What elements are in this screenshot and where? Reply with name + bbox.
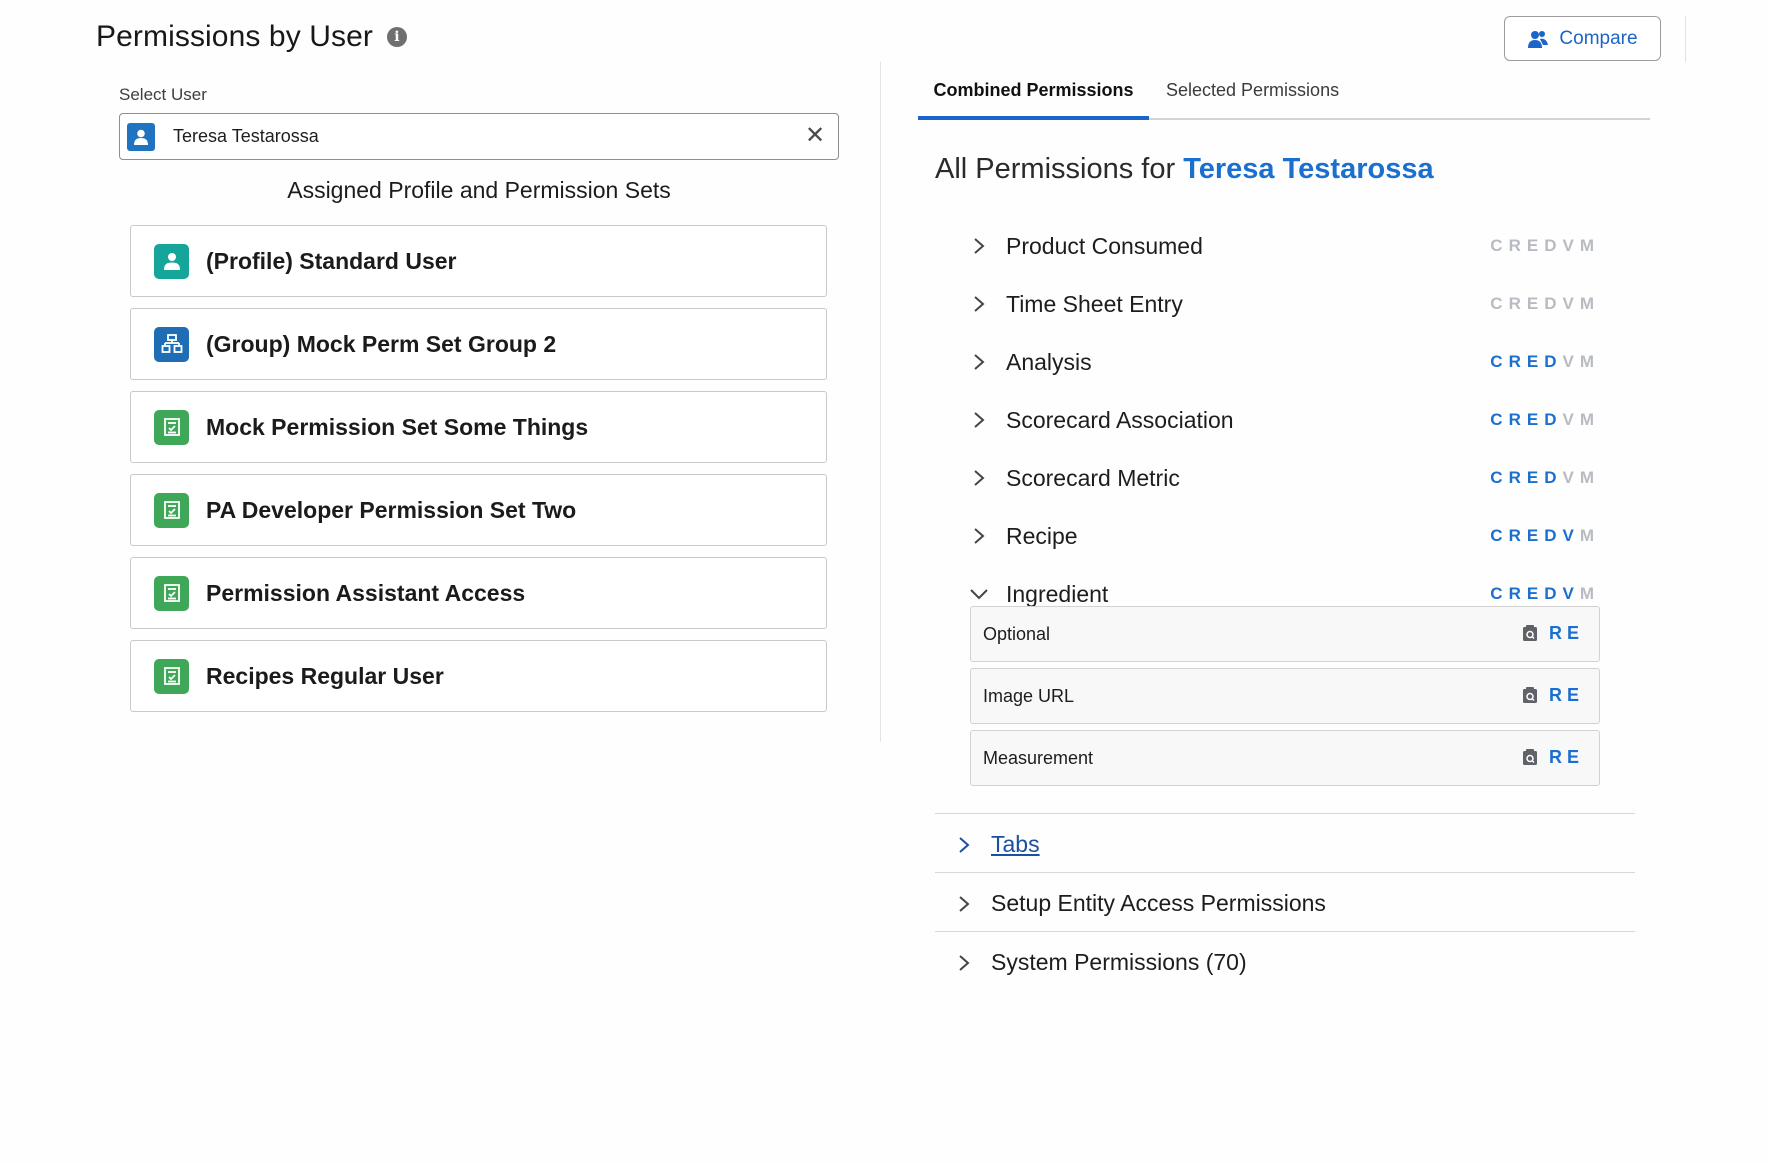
assigned-item-group[interactable] <box>130 308 827 380</box>
section-name: System Permissions (70) <box>991 949 1247 975</box>
assigned-item-permission-set[interactable] <box>130 557 827 629</box>
permission-set-icon <box>154 410 189 445</box>
field-name: Optional <box>983 623 1051 644</box>
perm-letter: C <box>1490 410 1509 429</box>
section-row[interactable] <box>935 872 1635 934</box>
clipboard-search-icon[interactable] <box>1521 686 1539 709</box>
info-icon[interactable]: i <box>387 27 407 47</box>
tab-selected-permissions[interactable]: Selected Permissions <box>1166 80 1340 100</box>
all-permissions-prefix: All Permissions for <box>935 153 1176 185</box>
perm-letter: E <box>1526 468 1545 487</box>
chevron-right-icon[interactable] <box>953 893 975 915</box>
all-permissions-heading <box>935 153 1434 186</box>
crud-indicator <box>1490 584 1600 604</box>
perm-letter: D <box>1544 410 1563 429</box>
assigned-item-label: (Group) Mock Perm Set Group 2 <box>206 330 557 357</box>
crud-indicator <box>1490 410 1600 430</box>
section-row[interactable] <box>935 931 1635 993</box>
perm-letter: R <box>1508 584 1527 603</box>
field-row <box>970 668 1600 724</box>
compare-button[interactable] <box>1504 16 1661 61</box>
perm-letter: E <box>1526 352 1545 371</box>
column-divider <box>880 62 881 742</box>
clipboard-search-icon[interactable] <box>1521 624 1539 647</box>
field-permission: RE <box>1548 685 1584 705</box>
user-avatar-icon <box>127 123 155 151</box>
perm-letter: D <box>1544 352 1563 371</box>
user-select-input[interactable] <box>119 113 839 160</box>
object-row[interactable] <box>968 226 1600 266</box>
chevron-right-icon[interactable] <box>968 351 990 373</box>
permission-set-icon <box>154 493 189 528</box>
perm-letter: C <box>1490 236 1509 255</box>
perm-letter: R <box>1508 236 1527 255</box>
assigned-item-label: Permission Assistant Access <box>206 579 526 606</box>
perm-letter: C <box>1490 468 1509 487</box>
perm-letter: V <box>1562 584 1580 603</box>
perm-letter: E <box>1526 236 1545 255</box>
perm-letter: E <box>1526 410 1545 429</box>
perm-letter: R <box>1508 526 1527 545</box>
object-row[interactable] <box>968 400 1600 440</box>
perm-letter: R <box>1508 468 1527 487</box>
perm-letter: C <box>1490 584 1509 603</box>
users-icon <box>1527 29 1549 49</box>
assigned-item-permission-set[interactable] <box>130 640 827 712</box>
chevron-right-icon[interactable] <box>968 293 990 315</box>
perm-letter: M <box>1579 526 1600 545</box>
permission-set-icon <box>154 659 189 694</box>
perm-letter: V <box>1562 236 1580 255</box>
object-name: Scorecard Metric <box>1006 464 1180 491</box>
field-name: Image URL <box>983 685 1075 706</box>
field-name: Measurement <box>983 747 1094 768</box>
permission-tabs <box>918 78 1650 120</box>
perm-letter: M <box>1579 294 1600 313</box>
divider <box>1685 16 1686 62</box>
select-user-label: Select User <box>119 85 207 104</box>
perm-letter: V <box>1562 526 1580 545</box>
profile-icon <box>154 244 189 279</box>
object-name: Recipe <box>1006 522 1078 549</box>
object-row[interactable] <box>968 284 1600 324</box>
assigned-item-label: (Profile) Standard User <box>206 247 457 274</box>
page-header <box>96 20 407 54</box>
chevron-right-icon[interactable] <box>968 235 990 257</box>
field-permission: RE <box>1548 623 1584 643</box>
object-row[interactable] <box>968 342 1600 382</box>
perm-letter: D <box>1544 526 1563 545</box>
assigned-item-permission-set[interactable] <box>130 474 827 546</box>
perm-letter: R <box>1508 294 1527 313</box>
all-permissions-user: Teresa Testarossa <box>1183 153 1434 185</box>
chevron-right-icon[interactable] <box>968 525 990 547</box>
assigned-item-permission-set[interactable] <box>130 391 827 463</box>
perm-letter: V <box>1562 352 1580 371</box>
page-title: Permissions by User <box>96 20 373 53</box>
assigned-item-profile[interactable] <box>130 225 827 297</box>
clipboard-search-icon[interactable] <box>1521 748 1539 771</box>
section-name[interactable]: Tabs <box>991 831 1040 857</box>
crud-indicator <box>1490 294 1600 314</box>
perm-letter: D <box>1544 294 1563 313</box>
chevron-right-icon[interactable] <box>968 409 990 431</box>
permission-set-icon <box>154 576 189 611</box>
assigned-item-label: PA Developer Permission Set Two <box>206 496 577 523</box>
perm-letter: D <box>1544 468 1563 487</box>
object-name: Product Consumed <box>1006 232 1203 259</box>
perm-letter: V <box>1562 294 1580 313</box>
section-row[interactable] <box>935 813 1635 875</box>
perm-letter: E <box>1526 294 1545 313</box>
crud-indicator <box>1490 352 1600 372</box>
field-permission: RE <box>1548 747 1584 767</box>
perm-letter: M <box>1579 584 1600 603</box>
perm-letter: C <box>1490 294 1509 313</box>
perm-letter: C <box>1490 526 1509 545</box>
perm-letter: D <box>1544 584 1563 603</box>
chevron-right-icon[interactable] <box>953 834 975 856</box>
assigned-item-label: Mock Permission Set Some Things <box>206 413 589 440</box>
crud-indicator <box>1490 468 1600 488</box>
object-name: Scorecard Association <box>1006 406 1234 433</box>
perm-letter: M <box>1579 468 1600 487</box>
tab-combined-permissions[interactable]: Combined Permissions <box>918 78 1149 120</box>
perm-letter: D <box>1544 236 1563 255</box>
perm-letter: M <box>1579 410 1600 429</box>
field-row <box>970 730 1600 786</box>
perm-letter: C <box>1490 352 1509 371</box>
assigned-heading: Assigned Profile and Permission Sets <box>287 177 671 203</box>
perm-letter: M <box>1579 236 1600 255</box>
object-name: Ingredient <box>1006 580 1109 607</box>
crud-indicator <box>1490 526 1600 546</box>
object-row[interactable] <box>968 516 1600 556</box>
perm-letter: E <box>1526 526 1545 545</box>
perm-letter: V <box>1562 468 1580 487</box>
clear-icon[interactable]: ✕ <box>804 122 826 149</box>
object-name: Time Sheet Entry <box>1006 290 1183 317</box>
crud-indicator <box>1490 236 1600 256</box>
chevron-down-icon[interactable] <box>968 583 990 605</box>
section-name: Setup Entity Access Permissions <box>991 890 1326 916</box>
object-row[interactable] <box>968 458 1600 498</box>
perm-letter: E <box>1526 584 1545 603</box>
field-row <box>970 606 1600 662</box>
selected-user-name: Teresa Testarossa <box>173 126 319 146</box>
perm-letter: R <box>1508 410 1527 429</box>
assigned-item-label: Recipes Regular User <box>206 662 444 689</box>
perm-letter: V <box>1562 410 1580 429</box>
compare-label: Compare <box>1559 27 1638 49</box>
chevron-right-icon[interactable] <box>953 952 975 974</box>
object-name: Analysis <box>1006 348 1092 375</box>
chevron-right-icon[interactable] <box>968 467 990 489</box>
perm-letter: R <box>1508 352 1527 371</box>
perm-letter: M <box>1579 352 1600 371</box>
permission-set-group-icon <box>154 327 189 362</box>
